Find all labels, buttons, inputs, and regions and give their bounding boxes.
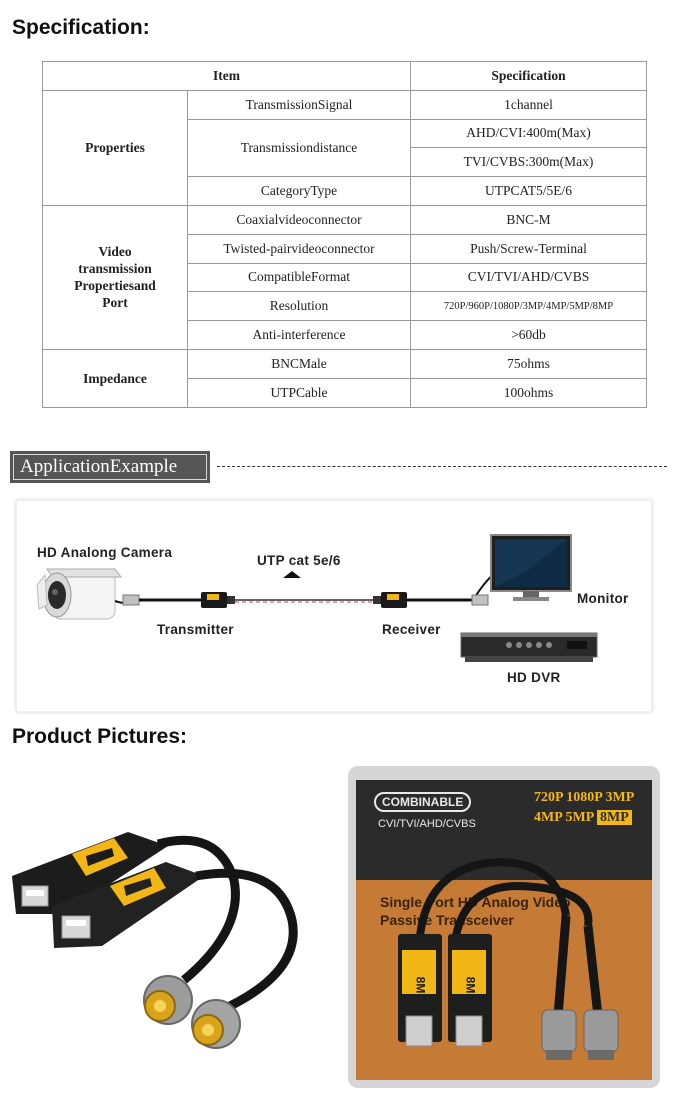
application-banner-title: ApplicationExample [20, 456, 178, 477]
table-row [43, 205, 647, 234]
row-item: BNCMale [188, 349, 411, 378]
row-item: CategoryType [188, 177, 411, 206]
group-video-line: Video [98, 244, 132, 260]
row-spec: 720P/960P/1080P/3MP/4MP/5MP/8MP [411, 292, 647, 321]
monitor-label: Monitor [577, 591, 629, 606]
group-video-line: transmission [78, 261, 152, 277]
group-video-transmission [43, 205, 188, 349]
row-item: TransmissionSignal [188, 90, 411, 119]
product-photo-loose [8, 810, 338, 1060]
row-item: UTPCable [188, 378, 411, 407]
transmitter-label: Transmitter [157, 622, 234, 637]
header-item: Item [43, 62, 411, 91]
package-title-line1: Single Port HD Analog Video [380, 894, 571, 910]
transceiver-pair-illustration [8, 810, 338, 1060]
package-devices-illustration [348, 766, 660, 1088]
up-arrow-icon [283, 571, 301, 578]
row-spec: BNC-M [411, 205, 647, 234]
receiver-label: Receiver [382, 622, 441, 637]
package-formats: CVI/TVI/AHD/CVBS [378, 818, 476, 830]
row-spec: Push/Screw-Terminal [411, 234, 647, 263]
bnc-connector-icon [472, 595, 488, 605]
package-title-line2: Passive Transceiver [380, 912, 514, 928]
bnc-connector-icon [584, 1010, 618, 1060]
device-label: 8MP [463, 976, 478, 1002]
monitor-icon [491, 535, 571, 601]
row-item: Resolution [188, 292, 411, 321]
package-resolution-line1: 720P 1080P 3MP [534, 790, 635, 805]
row-item: Anti-interference [188, 321, 411, 350]
row-spec: AHD/CVI:400m(Max) [411, 119, 647, 148]
bnc-connector-icon [123, 595, 139, 605]
product-pictures-heading: Product Pictures: [12, 725, 188, 748]
row-spec: 1channel [411, 90, 647, 119]
header-specification: Specification [411, 62, 647, 91]
device-label: 8MP [413, 976, 428, 1002]
bnc-connector-icon [542, 1010, 576, 1060]
table-row [43, 90, 647, 119]
specification-table [42, 61, 647, 408]
camera-icon [37, 569, 121, 619]
dashed-divider [217, 466, 667, 467]
specification-heading: Specification: [12, 16, 150, 39]
row-item: Coaxialvideoconnector [188, 205, 411, 234]
application-banner [10, 451, 210, 483]
package-resolution-line2a: 4MP 5MP [534, 810, 594, 825]
group-video-line: Propertiesand [74, 278, 156, 294]
row-spec: UTPCAT5/5E/6 [411, 177, 647, 206]
bnc-connector-icon [192, 1000, 240, 1048]
application-diagram [16, 500, 652, 712]
table-row [43, 349, 647, 378]
camera-label: HD Analong Camera [37, 545, 173, 560]
row-item: CompatibleFormat [188, 263, 411, 292]
package-8mp-highlight: 8MP [597, 810, 632, 825]
dvr-label: HD DVR [507, 670, 561, 685]
table-header-row [43, 62, 647, 91]
product-photo-package [348, 766, 660, 1088]
transmitter-device-icon [201, 592, 235, 608]
row-spec: 100ohms [411, 378, 647, 407]
row-spec: 75ohms [411, 349, 647, 378]
receiver-device-icon [373, 592, 407, 608]
group-video-line: Port [102, 295, 128, 311]
row-spec: TVI/CVBS:300m(Max) [411, 148, 647, 177]
group-impedance: Impedance [43, 349, 188, 407]
bnc-connector-icon [144, 976, 192, 1024]
row-spec: CVI/TVI/AHD/CVBS [411, 263, 647, 292]
group-properties: Properties [43, 90, 188, 205]
row-item: Transmissiondistance [188, 119, 411, 177]
dvr-icon [461, 633, 597, 662]
row-spec: >60db [411, 321, 647, 350]
combinable-badge: COMBINABLE [374, 792, 471, 812]
row-item: Twisted-pairvideoconnector [188, 234, 411, 263]
cable-label: UTP cat 5e/6 [257, 553, 341, 568]
